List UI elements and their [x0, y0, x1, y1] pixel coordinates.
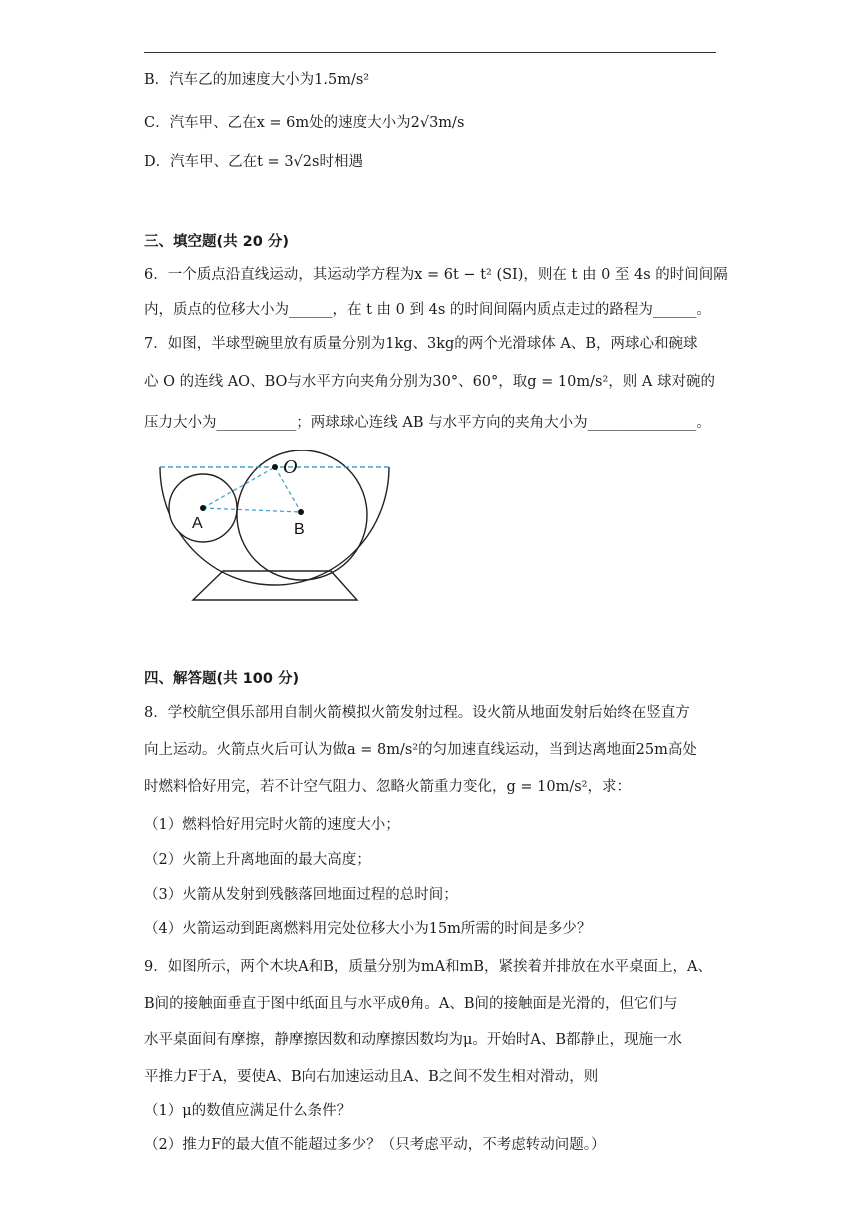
label-a: A — [192, 515, 203, 532]
q7-line-2: 心 O 的连线 AO、BO与水平方向夹角分别为30°、60°，取g = 10m/s²，则 A 球对碗的 — [144, 374, 715, 390]
center-b-dot — [298, 509, 304, 515]
center-a-dot — [200, 505, 206, 511]
label-b: B — [294, 521, 305, 538]
q8-sub-1: （1）燃料恰好用完时火箭的速度大小； — [144, 817, 400, 833]
q6-line-2: 内，质点的位移大小为______，在 t 由 0 到 4s 的时间间隔内质点走过的路程为______。 — [144, 302, 711, 318]
q7-line-3: 压力大小为___________；两球球心连线 AB 与水平方向的夹角大小为_______________。 — [144, 415, 711, 431]
q9-line-2: B间的接触面垂直于图中纸面且与水平成θ角。A、B间的接触面是光滑的，但它们与 — [144, 996, 678, 1012]
option-b: B．汽车乙的加速度大小为1.5m/s² — [144, 72, 370, 88]
header-rule — [144, 52, 716, 53]
option-c: C．汽车甲、乙在x = 6m处的速度大小为2√3m/s — [144, 115, 465, 131]
q9-line-1: 9．如图所示，两个木块A和B，质量分别为mA和mB，紧挨着并排放在水平桌面上，A、 — [144, 959, 712, 975]
q7-line-1: 7．如图，半球型碗里放有质量分别为1kg、3kg的两个光滑球体 A、B，两球心和碗球 — [144, 336, 698, 352]
q8-sub-3: （3）火箭从发射到残骸落回地面过程的总时间； — [144, 887, 458, 903]
center-o-dot — [272, 464, 278, 470]
q9-sub-1: （1）μ的数值应满足什么条件？ — [144, 1103, 352, 1119]
label-o: O — [283, 456, 298, 478]
q8-line-1: 8．学校航空俱乐部用自制火箭模拟火箭发射过程。设火箭从地面发射后始终在竖直方 — [144, 705, 690, 721]
section-3-heading: 三、填空题(共 20 分) — [144, 234, 290, 250]
q9-line-4: 平推力F于A，要使A、B向右加速运动且A、B之间不发生相对滑动，则 — [144, 1069, 599, 1085]
bowl-spheres-figure — [155, 450, 395, 610]
section-4-heading: 四、解答题(共 100 分) — [144, 671, 300, 687]
q8-line-3: 时燃料恰好用完，若不计空气阻力、忽略火箭重力变化，g = 10m/s²，求： — [144, 779, 631, 795]
q8-sub-2: （2）火箭上升离地面的最大高度； — [144, 852, 371, 868]
q6-line-1: 6．一个质点沿直线运动，其运动学方程为x = 6t − t² (SI)，则在 t 由 0 至 4s 的时间间隔 — [144, 267, 728, 283]
sphere-b — [237, 450, 367, 580]
q8-line-2: 向上运动。火箭点火后可认为做a = 8m/s²的匀加速直线运动，当到达离地面25m高处 — [144, 742, 697, 758]
q9-sub-2: （2）推力F的最大值不能超过多少？（只考虑平动，不考虑转动问题。） — [144, 1137, 606, 1153]
q8-sub-4: （4）火箭运动到距离燃料用完处位移大小为15m所需的时间是多少？ — [144, 921, 592, 937]
option-d: D．汽车甲、乙在t = 3√2s时相遇 — [144, 154, 363, 170]
q9-line-3: 水平桌面间有摩擦，静摩擦因数和动摩擦因数均为μ。开始时A、B都静止，现施一水 — [144, 1032, 683, 1048]
